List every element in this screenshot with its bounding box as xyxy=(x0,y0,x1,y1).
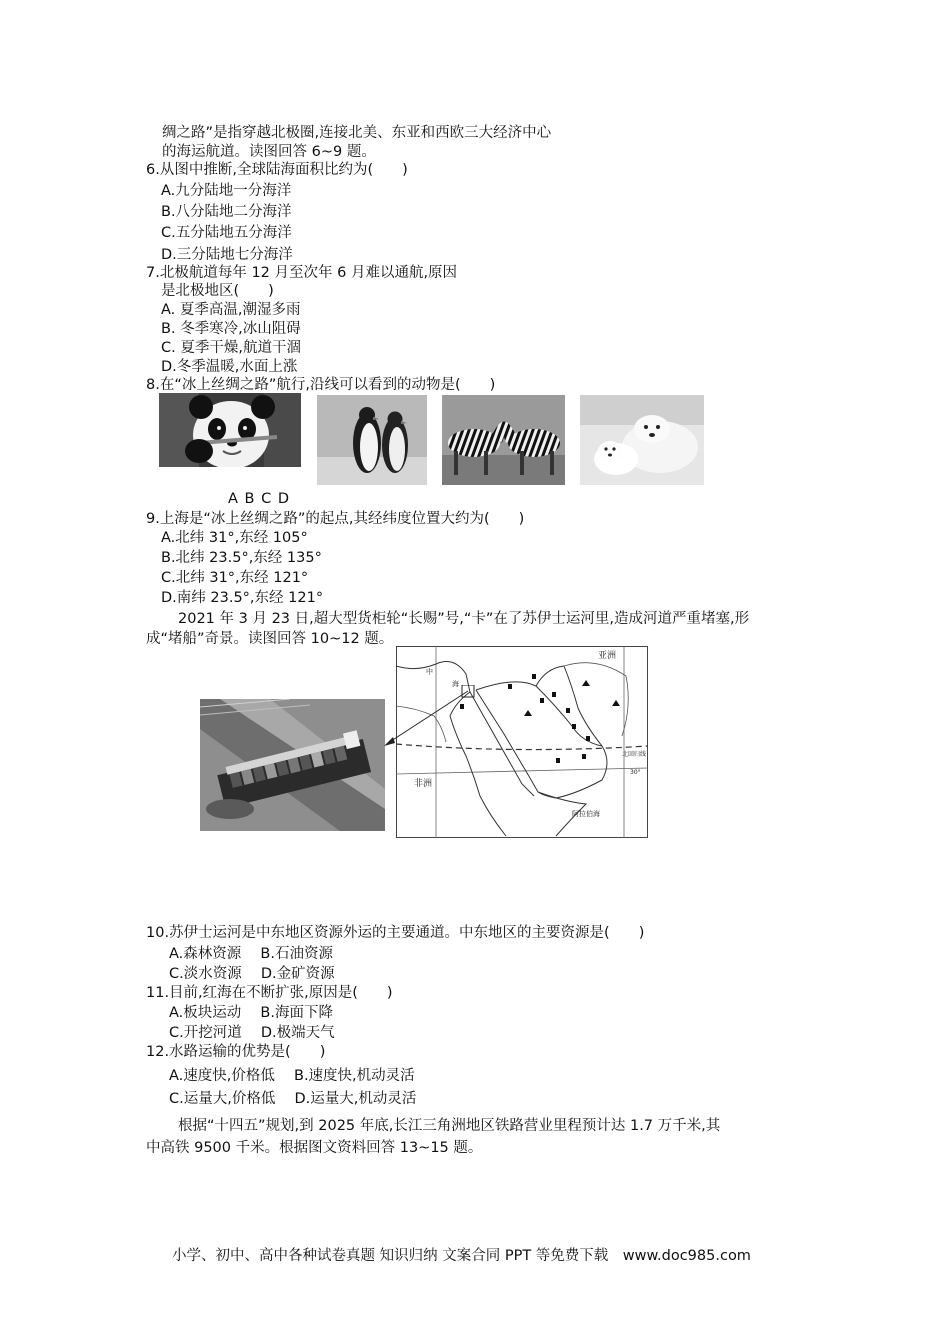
q9-option-d: D.南纬 23.5°,东经 121° xyxy=(161,590,324,606)
map-label-zhong: 中 xyxy=(426,668,433,676)
q7-stem-line-1: 7.北极航道每年 12 月至次年 6 月难以通航,原因 xyxy=(146,265,458,281)
q11-stem: 11.目前,红海在不断扩张,原因是( ) xyxy=(146,985,393,1001)
map-label-tropic: 北回归线 xyxy=(622,751,647,758)
q12-options-row-2: C.运量大,价格低 D.运量大,机动灵活 xyxy=(169,1091,417,1107)
map-label-hai: 海 xyxy=(452,680,459,688)
q10-options-row-2: C.淡水资源 D.金矿资源 xyxy=(169,966,335,982)
q6-option-c: C.五分陆地五分海洋 xyxy=(161,225,292,241)
q11-options-row-1: A.板块运动 B.海面下降 xyxy=(169,1005,333,1021)
q7-option-a: A. 夏季高温,潮湿多雨 xyxy=(161,302,301,318)
map-label-africa: 非洲 xyxy=(414,779,433,789)
passage3-line-2: 中高铁 9500 千米。根据图文资料回答 13~15 题。 xyxy=(146,1140,483,1156)
q7-option-d: D.冬季温暖,水面上涨 xyxy=(161,359,298,375)
q10-options-row-1: A.森林资源 B.石油资源 xyxy=(169,946,333,962)
penguin-photo xyxy=(317,395,427,485)
q10-stem: 10.苏伊士运河是中东地区资源外运的主要通道。中东地区的主要资源是( ) xyxy=(146,925,645,941)
q12-stem: 12.水路运输的优势是( ) xyxy=(146,1044,326,1060)
ever-given-ship-photo xyxy=(200,699,385,831)
q6-stem: 6.从图中推断,全球陆海面积比约为( ) xyxy=(146,162,408,178)
q12-options-row-1: A.速度快,价格低 B.速度快,机动灵活 xyxy=(169,1068,415,1084)
map-label-arabia: 阿拉伯海 xyxy=(572,810,600,818)
q7-stem-line-2: 是北极地区( ) xyxy=(161,283,274,299)
q9-stem: 9.上海是“冰上丝绸之路”的起点,其经纬度位置大约为( ) xyxy=(146,511,525,527)
intro-line-1: 绸之路”是指穿越北极圈,连接北美、东亚和西欧三大经济中心 xyxy=(162,125,552,141)
q8-photo-labels: A B C D xyxy=(228,491,290,507)
q6-option-b: B.八分陆地二分海洋 xyxy=(161,204,292,220)
polar-bear-photo xyxy=(580,395,704,485)
pointer-arrow xyxy=(380,685,480,755)
panda-photo xyxy=(159,393,301,467)
q7-option-b: B. 冬季寒冷,冰山阻碍 xyxy=(161,321,301,337)
q7-option-c: C. 夏季干燥,航道干涸 xyxy=(161,340,301,356)
q9-option-c: C.北纬 31°,东经 121° xyxy=(161,570,309,586)
q6-option-d: D.三分陆地七分海洋 xyxy=(161,247,293,263)
footer-text: 小学、初中、高中各种试卷真题 知识归纳 文案合同 PPT 等免费下载 www.doc985.com xyxy=(172,1248,751,1264)
q6-option-a: A.九分陆地一分海洋 xyxy=(161,183,292,199)
q9-option-b: B.北纬 23.5°,东经 135° xyxy=(161,550,322,566)
map-label-asia: 亚洲 xyxy=(598,651,617,661)
passage2-line-2: 成“堵船”奇景。读图回答 10~12 题。 xyxy=(146,631,394,647)
map-label-30: 30° xyxy=(630,769,641,776)
q8-stem: 8.在“冰上丝绸之路”航行,沿线可以看到的动物是( ) xyxy=(146,377,496,393)
q11-options-row-2: C.开挖河道 D.极端天气 xyxy=(169,1025,335,1041)
q9-option-a: A.北纬 31°,东经 105° xyxy=(161,530,308,546)
intro-line-2: 的海运航道。读图回答 6~9 题。 xyxy=(162,144,376,160)
zebra-photo xyxy=(442,395,565,485)
passage2-line-1: 2021 年 3 月 23 日,超大型货柜轮“长赐”号,“卡”在了苏伊士运河里,造成河道严重堵塞,形 xyxy=(178,611,750,627)
passage3-line-1: 根据“十四五”规划,到 2025 年底,长江三角洲地区铁路营业里程预计达 1.7 万千米,其 xyxy=(178,1118,721,1134)
